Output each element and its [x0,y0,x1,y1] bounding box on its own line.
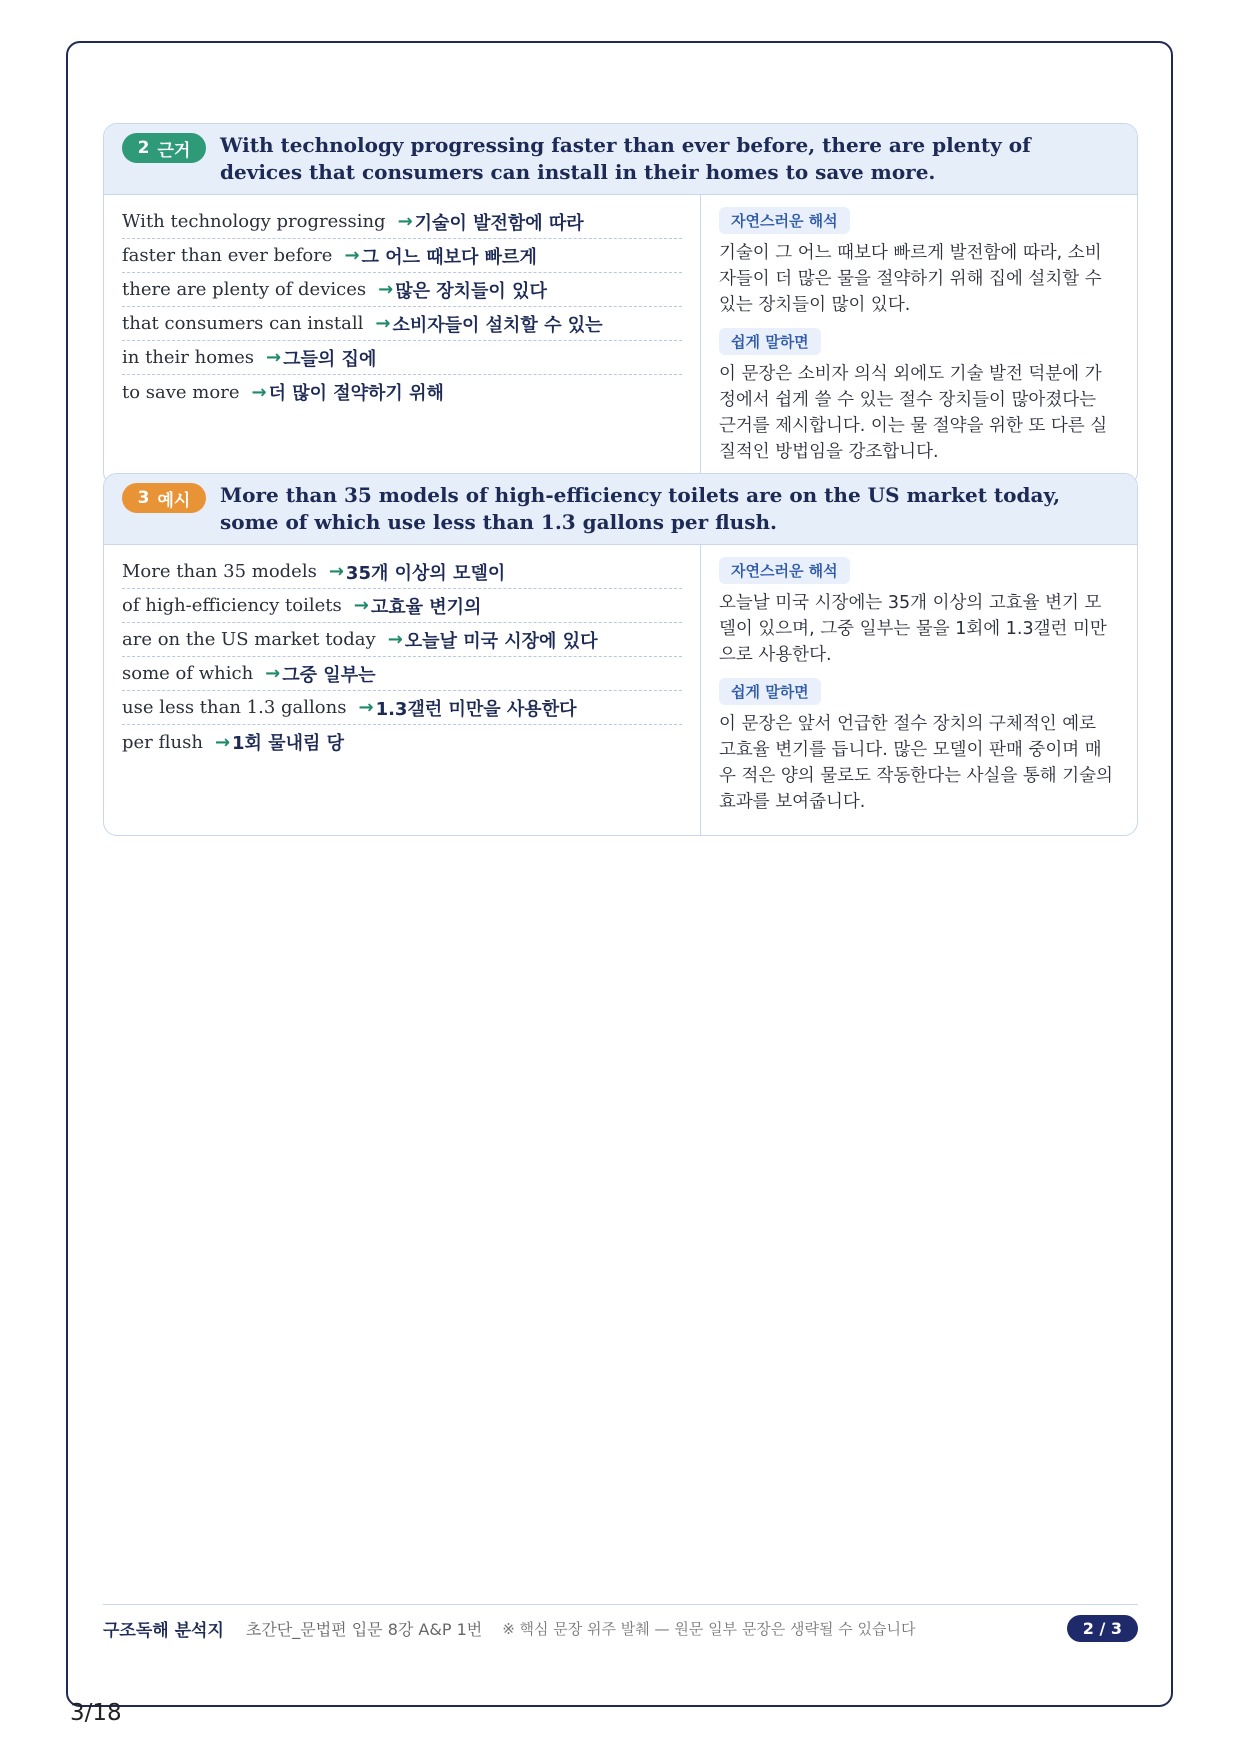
chunk-korean: 오늘날 미국 시장에 있다 [404,630,598,652]
arrow-icon: → [353,595,369,616]
chunk-row [122,657,682,691]
arrow-icon: → [214,731,231,753]
chunk-korean: 더 많이 절약하기 위해 [268,383,444,404]
footer-note: ※ 핵심 문장 위주 발췌 — 원문 일부 문장은 생략될 수 있습니다 [502,1619,916,1638]
chunk-english: are on the US market today [122,629,376,650]
chunk-english: use less than 1.3 gallons [122,697,347,718]
arrow-icon: → [358,697,374,718]
chunk-row [122,239,682,273]
arrow-icon: → [387,629,403,650]
chunk-english: that consumers can install [122,313,364,334]
chunk-list [104,195,701,485]
chunk-korean: 기술이 발전함에 따라 [414,212,584,234]
chunk-row [122,589,682,623]
chunk-english: With technology progressing [122,211,386,232]
badge-number: 3 [137,488,150,508]
chunk-row [122,623,682,657]
badge-label: 근거 [157,140,191,161]
page-counter: 3/18 [70,1700,122,1726]
footer-subtitle: 초간단_문법편 입문 8강 A&P 1번 [245,1619,483,1639]
arrow-icon: → [344,245,360,266]
chunk-english: of high-efficiency toilets [122,595,342,616]
chunk-korean: 그 어느 때보다 빠르게 [361,246,537,268]
section-body [104,545,1137,835]
chunk-english: faster than ever before [122,245,333,266]
chunk-korean: 1회 물내림 당 [232,733,345,754]
interpretation-notes [701,545,1137,835]
badge-label: 예시 [157,490,191,511]
arrow-icon: → [397,211,413,232]
chunk-list [104,545,701,835]
section-body [104,195,1137,485]
chunk-english: some of which [122,663,254,684]
chunk-row [122,691,682,725]
chunk-row [122,725,682,759]
easy-explanation-text: 이 문장은 앞서 언급한 절수 장치의 구체적인 예로 고효율 변기를 듭니다. 많은 모델이 판매 중이며 매우 적은 양의 물로도 작동한다는 사실을 통해 기술의 효과를 보여줍니다. [719,714,1113,812]
chunk-row [122,555,682,589]
chunk-row [122,341,682,375]
interpretation-notes [701,195,1137,485]
chunk-korean: 1.3갤런 미만을 사용한다 [375,698,577,720]
natural-translation-text: 기술이 그 어느 때보다 빠르게 발전함에 따라, 소비자들이 더 많은 물을 절약하기 위해 집에 설치할 수 있는 장치들이 많이 있다. [719,243,1102,315]
section-badge [122,133,206,163]
page-footer [103,1604,1138,1651]
chunk-english: per flush [122,731,203,753]
section-badge [122,483,206,513]
natural-translation-label: 자연스러운 해석 [719,557,850,584]
chunk-english: More than 35 models [122,561,317,582]
chunk-row [122,307,682,341]
key-sentence: With technology progressing faster than ever before, there are plenty of devices that consumers can install in their homes to save more. [220,133,1031,184]
easy-explanation-label: 쉽게 말하면 [719,328,821,355]
key-sentence: More than 35 models of high-efficiency toilets are on the US market today, some of which use less than 1.3 gallons per flush. [220,483,1061,534]
arrow-icon: → [378,279,394,300]
easy-explanation-text: 이 문장은 소비자 의식 외에도 기술 발전 덕분에 가정에서 쉽게 쓸 수 있는 절수 장치들이 많아졌다는 근거를 제시합니다. 이는 물 절약을 위한 또 다른 실질적인 방법임을 강조합니다. [719,364,1108,462]
section-card-example [103,473,1138,836]
arrow-icon: → [266,347,282,368]
easy-explanation-label: 쉽게 말하면 [719,678,821,705]
chunk-row [122,375,682,409]
section-card-evidence [103,123,1138,486]
arrow-icon: → [251,381,267,403]
chunk-row [122,273,682,307]
chunk-korean: 고효율 변기의 [370,596,482,618]
footer-title: 구조독해 분석지 [103,1620,224,1641]
arrow-icon: → [375,313,391,334]
arrow-icon: → [328,561,344,582]
chunk-korean: 35개 이상의 모델이 [345,562,506,584]
chunk-korean: 많은 장치들이 있다 [395,280,547,302]
arrow-icon: → [265,663,281,684]
footer-page-badge: 2 / 3 [1067,1615,1138,1642]
chunk-korean: 그들의 집에 [283,348,377,370]
chunk-korean: 소비자들이 설치할 수 있는 [392,314,603,336]
badge-number: 2 [137,138,150,158]
section-header [104,124,1137,195]
chunk-english: there are plenty of devices [122,279,367,300]
chunk-english: to save more [122,381,240,403]
natural-translation-label: 자연스러운 해석 [719,207,850,234]
chunk-row [122,205,682,239]
natural-translation-text: 오늘날 미국 시장에는 35개 이상의 고효율 변기 모델이 있으며, 그중 일부는 물을 1회에 1.3갤런 미만으로 사용한다. [719,593,1107,665]
chunk-english: in their homes [122,347,255,368]
section-header [104,474,1137,545]
chunk-korean: 그중 일부는 [282,664,376,686]
